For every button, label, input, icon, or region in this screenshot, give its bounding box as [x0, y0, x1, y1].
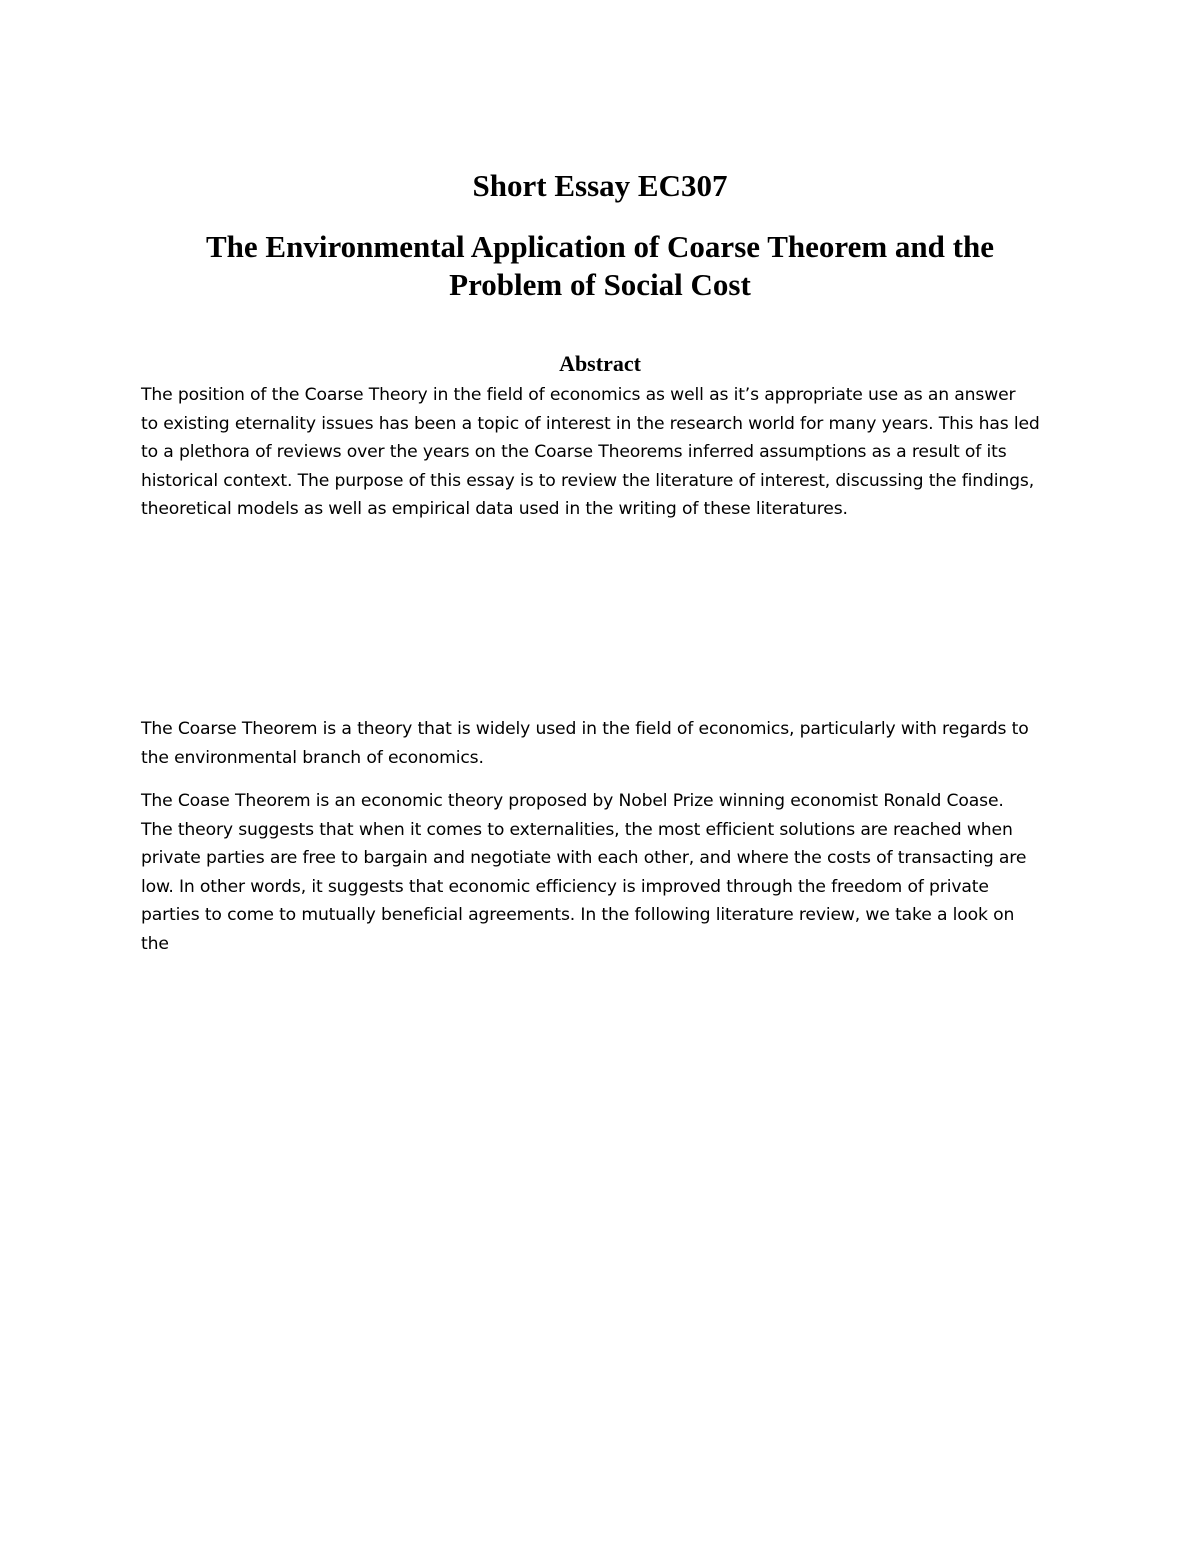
paragraph-line: The Coarse Theorem is a theory that is widely used in the field of economics, particularly with regards to	[141, 719, 1029, 739]
paragraph-line: The theory suggests that when it comes to externalities, the most efficient solutions are reached when	[141, 819, 1013, 840]
essay-title-line: The Environmental Application of Coarse Theorem and the	[206, 229, 994, 264]
abstract-line: to a plethora of reviews over the years on the Coarse Theorems inferred assumptions as a result of its	[141, 442, 1007, 462]
body-paragraph-2	[141, 787, 1061, 958]
paragraph-line: The Coase Theorem is an economic theory proposed by Nobel Prize winning economist Ronald Coase.	[141, 791, 1004, 811]
paragraph-line: parties to come to mutually beneficial agreements. In the following literature review, we take a look on	[141, 905, 1015, 925]
body-paragraph-1	[141, 715, 1061, 772]
essay-title-line: Problem of Social Cost	[449, 267, 751, 302]
paragraph-line: private parties are free to bargain and negotiate with each other, and where the costs of transacting are	[141, 848, 1027, 868]
abstract-heading: Abstract	[559, 351, 641, 376]
paragraph-line: low. In other words, it suggests that economic efficiency is improved through the freedom of private	[141, 876, 989, 897]
abstract-line: to existing eternality issues has been a topic of interest in the research world for many years. This has led	[141, 413, 1040, 434]
abstract-line: The position of the Coarse Theory in the field of economics as well as it’s appropriate use as an answer	[141, 385, 1016, 405]
paragraph-line: the	[141, 933, 169, 954]
abstract-paragraph	[141, 381, 1061, 524]
essay-title	[0, 228, 1200, 304]
essay-label: Short Essay EC307	[472, 168, 728, 203]
abstract-line: theoretical models as well as empirical data used in the writing of these literatures.	[141, 499, 848, 519]
abstract-line: historical context. The purpose of this essay is to review the literature of interest, discussing the findings,	[141, 470, 1035, 491]
paragraph-line: the environmental branch of economics.	[141, 747, 484, 768]
